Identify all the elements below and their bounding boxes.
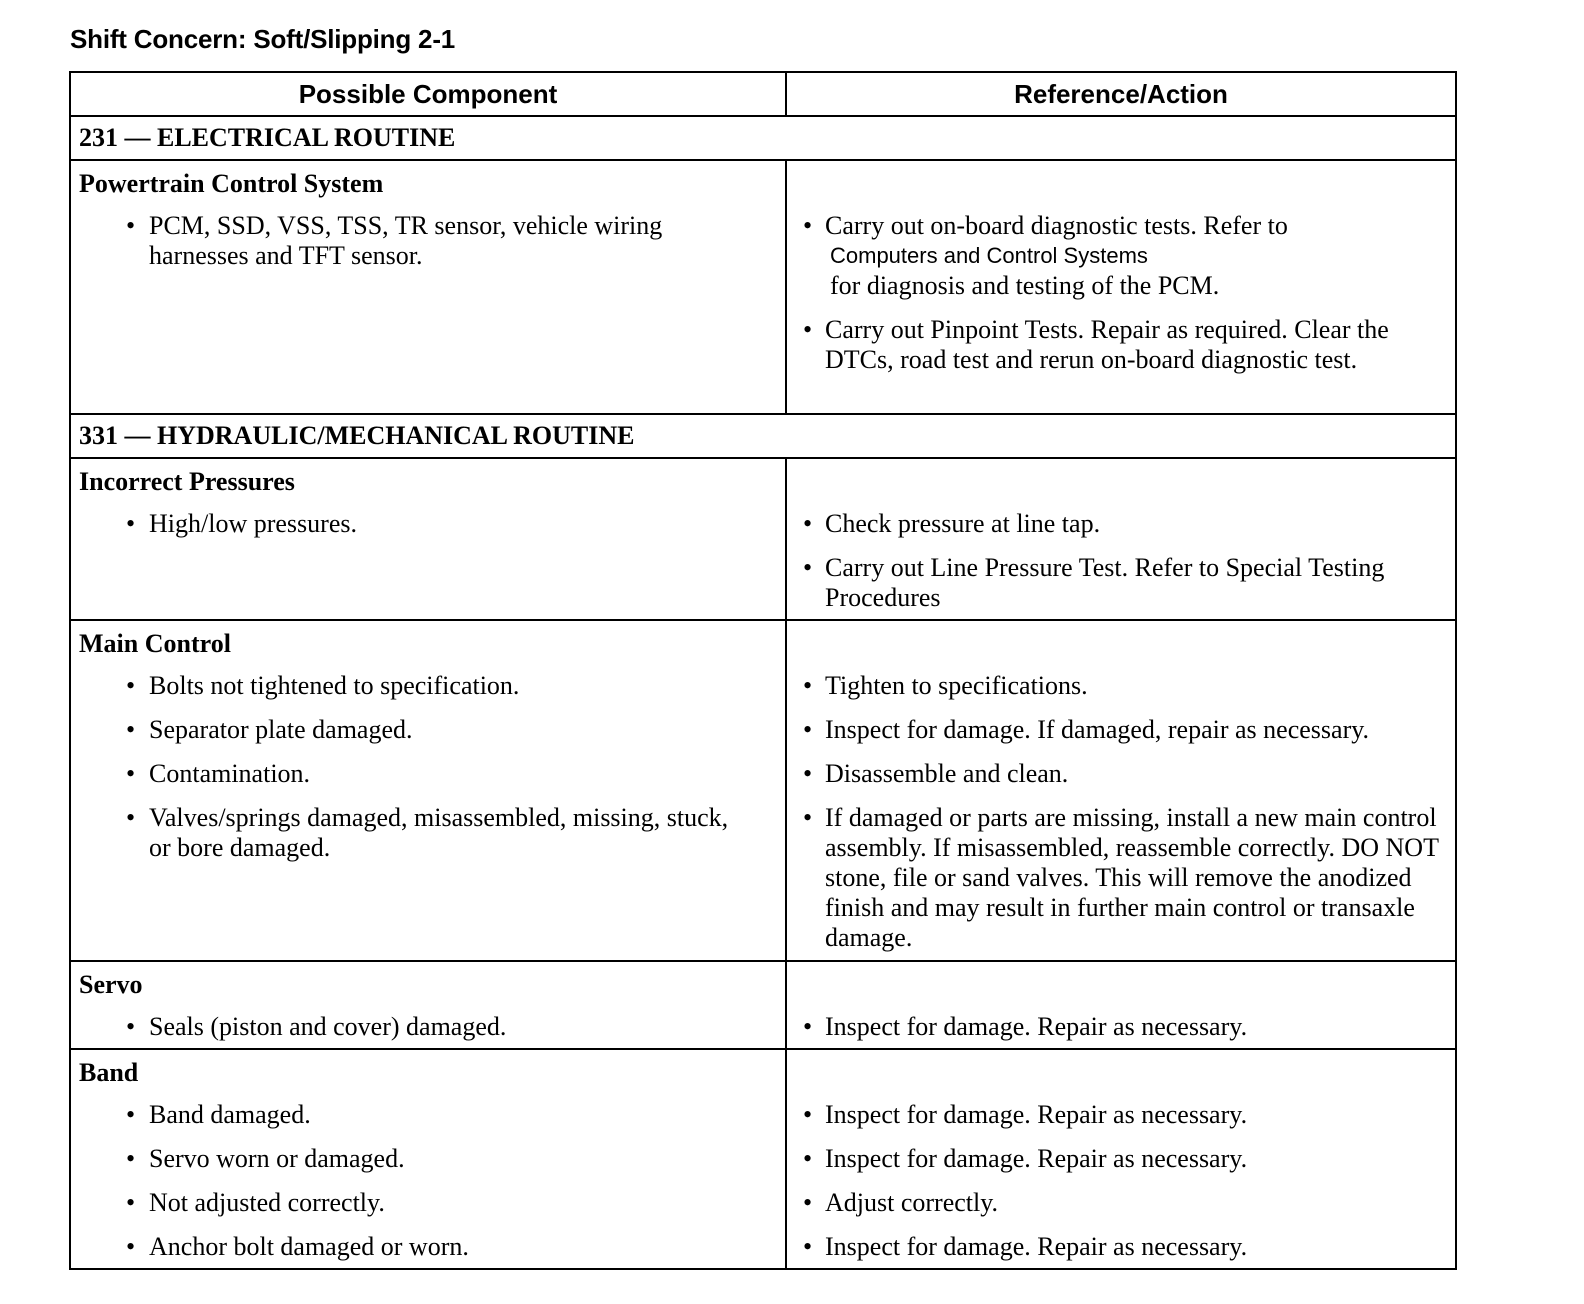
action-item: • Carry out on-board diagnostic tests. Refer to Computers and Control Systems for diagnosis and testing of the PCM. [787,211,1455,301]
bullet-icon: • [803,211,813,240]
action-cell [786,620,1456,961]
action-item: • Carry out Line Pressure Test. Refer to Special Testing Procedures [803,553,1385,612]
page-title: Shift Concern: Soft/Slipping 2-1 [70,24,456,54]
bullet-icon: • [803,1100,813,1129]
header-reference-action: Reference/Action [786,72,1456,116]
action-item: • Inspect for damage. Repair as necessary. [803,1012,1248,1041]
routine-heading: 331 — HYDRAULIC/MECHANICAL ROUTINE [70,414,1456,458]
group-row-incorrect-pressures [70,458,1456,620]
bullet-icon: • [803,509,813,538]
bullet-icon: • [803,1232,813,1261]
component-cell [70,620,786,961]
action-item: • Disassemble and clean. [803,759,1069,788]
action-cell [786,160,1456,414]
bullet-icon: • [803,1012,813,1041]
group-title: Powertrain Control System [79,169,384,198]
bullet-icon: • [126,1012,136,1041]
bullet-icon: • [126,1144,136,1173]
action-item: • Inspect for damage. Repair as necessary. [803,1100,1248,1129]
action-cell [786,458,1456,620]
component-item: • Contamination. [126,759,311,788]
bullet-icon: • [126,759,136,788]
group-row-main-control [70,620,1456,961]
component-item: • Anchor bolt damaged or worn. [126,1232,469,1261]
group-row-powertrain-control-system [70,160,1456,414]
table-header-row [70,72,1456,116]
component-cell [70,160,786,414]
routine-heading: 231 — ELECTRICAL ROUTINE [70,116,1456,160]
action-item: • Adjust correctly. [803,1188,999,1217]
bullet-icon: • [803,715,813,744]
bullet-icon: • [803,553,813,582]
bullet-icon: • [803,1144,813,1173]
bullet-icon: • [803,803,813,832]
bullet-icon: • [803,759,813,788]
component-item: • Not adjusted correctly. [126,1188,385,1217]
bullet-icon: • [803,1188,813,1217]
diagnosis-table [69,71,1457,1270]
bullet-icon: • [126,509,136,538]
component-item: • Seals (piston and cover) damaged. [126,1012,507,1041]
component-item: • High/low pressures. [126,509,357,538]
bullet-icon: • [126,803,136,832]
group-title: Incorrect Pressures [79,467,295,496]
action-item: • Inspect for damage. If damaged, repair as necessary. [803,715,1370,744]
action-cell [786,1049,1456,1269]
group-title: Servo [79,970,143,999]
action-item: • Check pressure at line tap. [803,509,1101,538]
bullet-icon: • [126,1232,136,1261]
bullet-icon: • [803,671,813,700]
header-possible-component: Possible Component [70,72,786,116]
component-item: • Band damaged. [126,1100,311,1129]
action-item: • Tighten to specifications. [803,671,1088,700]
component-item: • PCM, SSD, VSS, TSS, TR sensor, vehicle wiring harnesses and TFT sensor. [126,211,663,270]
bullet-icon: • [126,671,136,700]
bullet-icon: • [803,315,813,344]
bullet-icon: • [126,715,136,744]
action-item: • If damaged or parts are missing, install a new main control assembly. If misassembled, reassemble correctly. DO NOT stone, file or sand valves. This will remove the anodized finish and may result in further main control or transaxle damage. [803,803,1439,952]
component-item: • Separator plate damaged. [126,715,413,744]
group-row-band [70,1049,1456,1269]
bullet-icon: • [126,1100,136,1129]
group-title: Main Control [79,629,231,658]
action-item: • Inspect for damage. Repair as necessary. [803,1232,1248,1261]
routine-row-hydraulic-mechanical [70,414,1456,458]
action-cell [786,961,1456,1049]
action-item: • Carry out Pinpoint Tests. Repair as required. Clear the DTCs, road test and rerun on-board diagnostic test. [803,315,1389,374]
action-item: • Inspect for damage. Repair as necessary. [803,1144,1248,1173]
component-item: • Bolts not tightened to specification. [126,671,520,700]
bullet-icon: • [126,1188,136,1217]
routine-row-electrical [70,116,1456,160]
component-item: • Valves/springs damaged, misassembled, missing, stuck, or bore damaged. [126,803,729,862]
group-row-servo [70,961,1456,1049]
component-cell [70,961,786,1049]
reference-section-name: Computers and Control Systems [830,243,1148,268]
group-title: Band [79,1058,139,1087]
component-cell [70,1049,786,1269]
component-item: • Servo worn or damaged. [126,1144,405,1173]
bullet-icon: • [126,211,136,240]
component-cell [70,458,786,620]
